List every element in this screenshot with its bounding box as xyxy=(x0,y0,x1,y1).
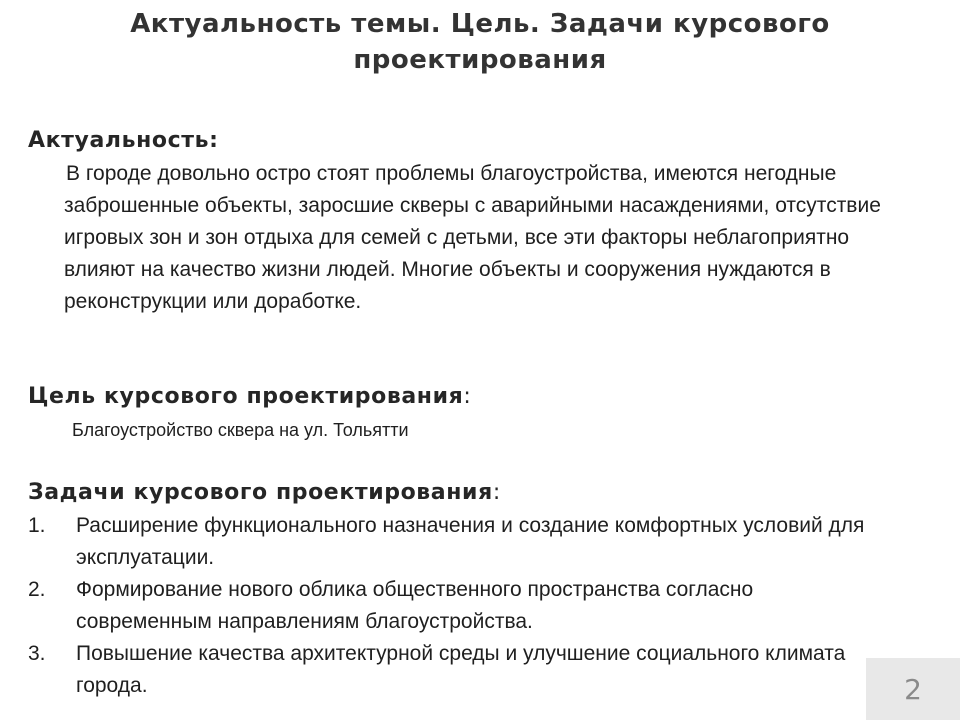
relevance-section xyxy=(28,126,888,318)
goal-heading-colon: : xyxy=(463,384,472,409)
relevance-paragraph: В городе довольно остро стоят проблемы благоустройства, имеются негодные заброшенные объекты, заросшие скверы с аварийными насаждениями, отсутствие игровых зон и зон отдыха для семей с детьми, все эти факторы неблагоприятно влияют на качество жизни людей. Многие объекты и сооружения нуждаются в реконструкции или доработке. xyxy=(64,162,881,313)
slide-title: Актуальность темы. Цель. Задачи курсового проектирования xyxy=(130,9,830,75)
tasks-heading xyxy=(28,478,888,508)
task-text: Повышение качества архитектурной среды и улучшение социального климата города. xyxy=(76,642,846,697)
goal-heading-label: Цель курсового проектирования xyxy=(28,384,464,409)
task-text: Расширение функционального назначения и создание комфортных условий для эксплуатации. xyxy=(76,514,865,569)
tasks-heading-colon: : xyxy=(492,480,501,505)
page-number: 2 xyxy=(866,658,960,720)
task-item xyxy=(28,510,888,574)
tasks-section xyxy=(28,478,888,702)
task-item xyxy=(28,638,888,702)
tasks-heading-label: Задачи курсового проектирования xyxy=(28,480,493,505)
tasks-list xyxy=(28,510,888,702)
task-number: 1. xyxy=(28,514,46,537)
task-text: Формирование нового облика общественного пространства согласно современным направлениям благоустройства. xyxy=(76,578,754,633)
task-item xyxy=(28,574,888,638)
relevance-heading: Актуальность: xyxy=(28,128,219,153)
goal-text: Благоустройство сквера на ул. Тольятти xyxy=(72,420,409,440)
goal-section xyxy=(28,382,888,444)
task-number: 2. xyxy=(28,578,46,601)
task-number: 3. xyxy=(28,642,46,665)
goal-heading xyxy=(28,382,888,412)
